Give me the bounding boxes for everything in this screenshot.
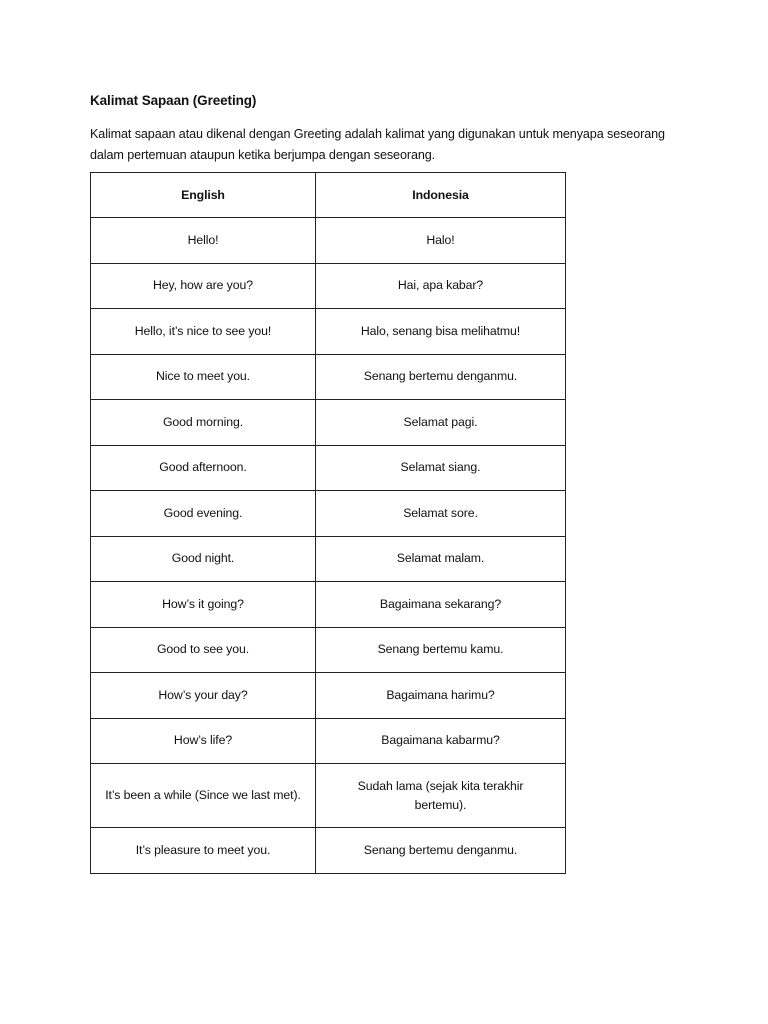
cell-english: Good afternoon. <box>91 445 316 491</box>
table-row <box>91 718 566 764</box>
greeting-table <box>90 172 566 874</box>
cell-indonesia: Selamat pagi. <box>316 400 566 446</box>
cell-indonesia: Senang bertemu kamu. <box>316 627 566 673</box>
table-row <box>91 218 566 264</box>
table-row <box>91 627 566 673</box>
table-row <box>91 491 566 537</box>
cell-english: Good morning. <box>91 400 316 446</box>
cell-indonesia: Selamat siang. <box>316 445 566 491</box>
cell-indonesia: Senang bertemu denganmu. <box>316 354 566 400</box>
cell-english: Good to see you. <box>91 627 316 673</box>
table-row <box>91 354 566 400</box>
cell-indonesia: Bagaimana kabarmu? <box>316 718 566 764</box>
table-row <box>91 400 566 446</box>
cell-english: How’s your day? <box>91 673 316 719</box>
cell-indonesia: Halo! <box>316 218 566 264</box>
table-row <box>91 582 566 628</box>
cell-english: Good night. <box>91 536 316 582</box>
table-header-row <box>91 173 566 218</box>
cell-english: Hello! <box>91 218 316 264</box>
table-row <box>91 828 566 874</box>
cell-english: Good evening. <box>91 491 316 537</box>
column-header-english: English <box>91 173 316 218</box>
cell-english: How’s it going? <box>91 582 316 628</box>
cell-indonesia: Halo, senang bisa melihatmu! <box>316 309 566 355</box>
cell-indonesia: Bagaimana sekarang? <box>316 582 566 628</box>
column-header-indonesia: Indonesia <box>316 173 566 218</box>
table-row <box>91 309 566 355</box>
cell-english: It’s been a while (Since we last met). <box>91 764 316 828</box>
cell-indonesia: Selamat sore. <box>316 491 566 537</box>
cell-indonesia: Selamat malam. <box>316 536 566 582</box>
cell-english: Nice to meet you. <box>91 354 316 400</box>
page-title: Kalimat Sapaan (Greeting) <box>90 93 257 108</box>
cell-english: It’s pleasure to meet you. <box>91 828 316 874</box>
table-row <box>91 536 566 582</box>
table-row <box>91 445 566 491</box>
cell-indonesia: Bagaimana harimu? <box>316 673 566 719</box>
intro-paragraph: Kalimat sapaan atau dikenal dengan Greeting adalah kalimat yang digunakan untuk menyapa seseorang dalam pertemuan ataupun ketika berjumpa dengan seseorang. <box>90 127 665 162</box>
cell-indonesia: Sudah lama (sejak kita terakhir bertemu). <box>316 764 566 828</box>
cell-english: Hello, it’s nice to see you! <box>91 309 316 355</box>
table-row <box>91 764 566 828</box>
cell-indonesia: Senang bertemu denganmu. <box>316 828 566 874</box>
table-row <box>91 263 566 309</box>
cell-indonesia: Hai, apa kabar? <box>316 263 566 309</box>
cell-english: Hey, how are you? <box>91 263 316 309</box>
table-row <box>91 673 566 719</box>
cell-english: How’s life? <box>91 718 316 764</box>
